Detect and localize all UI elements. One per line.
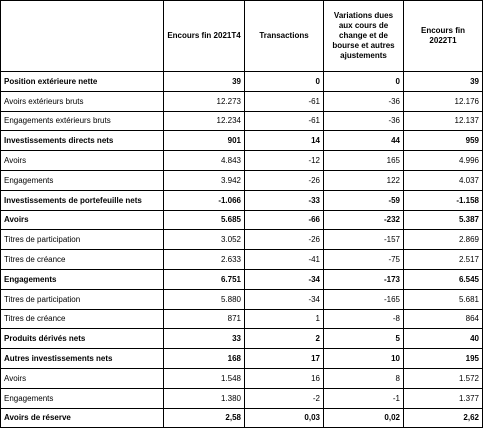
variations-cell: -59 (324, 190, 404, 210)
stock-2022t1-cell: 4.996 (404, 151, 483, 171)
stock-2022t1-cell: 959 (404, 131, 483, 151)
variations-cell: -75 (324, 250, 404, 270)
transactions-cell: -61 (245, 91, 324, 111)
variations-cell: 5 (324, 329, 404, 349)
stock-2022t1-cell: 5.387 (404, 210, 483, 230)
stock-2021t4-cell: 1.548 (164, 368, 245, 388)
variations-cell: -173 (324, 269, 404, 289)
stock-2021t4-cell: 12.234 (164, 111, 245, 131)
transactions-cell: -26 (245, 170, 324, 190)
table-row (1, 349, 483, 369)
stock-2022t1-cell: 12.176 (404, 91, 483, 111)
variations-cell: 44 (324, 131, 404, 151)
row-label: Avoirs (1, 210, 164, 230)
transactions-cell: 0,03 (245, 408, 324, 428)
stock-2022t1-cell: 2.517 (404, 250, 483, 270)
variations-cell: 122 (324, 170, 404, 190)
transactions-cell: -34 (245, 289, 324, 309)
stock-2021t4-cell: 901 (164, 131, 245, 151)
variations-cell: -165 (324, 289, 404, 309)
stock-2022t1-cell: 6.545 (404, 269, 483, 289)
row-label: Titres de participation (1, 289, 164, 309)
row-label: Engagements (1, 269, 164, 289)
transactions-cell: -2 (245, 388, 324, 408)
transactions-cell: -33 (245, 190, 324, 210)
stock-2021t4-cell: 5.685 (164, 210, 245, 230)
table-row (1, 170, 483, 190)
row-label: Avoirs de réserve (1, 408, 164, 428)
row-label: Titres de créance (1, 250, 164, 270)
table-row (1, 309, 483, 329)
transactions-cell: 14 (245, 131, 324, 151)
stock-2021t4-cell: 5.880 (164, 289, 245, 309)
header-cell-stock-2022t1: Encours fin 2022T1 (404, 1, 483, 72)
row-label: Avoirs extérieurs bruts (1, 91, 164, 111)
table-row (1, 408, 483, 428)
transactions-cell: 17 (245, 349, 324, 369)
row-label: Titres de créance (1, 309, 164, 329)
stock-2022t1-cell: 195 (404, 349, 483, 369)
row-label: Investissements de portefeuille nets (1, 190, 164, 210)
stock-2022t1-cell: 2,62 (404, 408, 483, 428)
transactions-cell: 2 (245, 329, 324, 349)
stock-2021t4-cell: 6.751 (164, 269, 245, 289)
stock-2021t4-cell: 2.633 (164, 250, 245, 270)
variations-cell: 165 (324, 151, 404, 171)
stock-2021t4-cell: 1.380 (164, 388, 245, 408)
row-label: Engagements (1, 388, 164, 408)
stock-2022t1-cell: 12.137 (404, 111, 483, 131)
header-cell-transactions: Transactions (245, 1, 324, 72)
row-label: Autres investissements nets (1, 349, 164, 369)
table-row (1, 131, 483, 151)
header-cell-stock-2021t4: Encours fin 2021T4 (164, 1, 245, 72)
row-label: Titres de participation (1, 230, 164, 250)
stock-2021t4-cell: -1.066 (164, 190, 245, 210)
variations-cell: -1 (324, 388, 404, 408)
variations-cell: -36 (324, 91, 404, 111)
transactions-cell: -26 (245, 230, 324, 250)
stock-2022t1-cell: 39 (404, 72, 483, 92)
stock-2021t4-cell: 168 (164, 349, 245, 369)
stock-2022t1-cell: 4.037 (404, 170, 483, 190)
table-row (1, 91, 483, 111)
variations-cell: 0 (324, 72, 404, 92)
stock-2022t1-cell: 5.681 (404, 289, 483, 309)
row-label: Position extérieure nette (1, 72, 164, 92)
table-row (1, 151, 483, 171)
stock-2021t4-cell: 33 (164, 329, 245, 349)
variations-cell: -157 (324, 230, 404, 250)
table-row (1, 111, 483, 131)
stock-2022t1-cell: 2.869 (404, 230, 483, 250)
transactions-cell: 16 (245, 368, 324, 388)
row-label: Produits dérivés nets (1, 329, 164, 349)
transactions-cell: -61 (245, 111, 324, 131)
table-row (1, 190, 483, 210)
stock-2022t1-cell: 40 (404, 329, 483, 349)
row-label: Avoirs (1, 151, 164, 171)
table-row (1, 230, 483, 250)
transactions-cell: -12 (245, 151, 324, 171)
variations-cell: -232 (324, 210, 404, 230)
stock-2022t1-cell: 1.377 (404, 388, 483, 408)
variations-cell: -8 (324, 309, 404, 329)
table-row (1, 329, 483, 349)
transactions-cell: 1 (245, 309, 324, 329)
transactions-cell: -34 (245, 269, 324, 289)
row-label: Engagements (1, 170, 164, 190)
stock-2021t4-cell: 39 (164, 72, 245, 92)
header-cell-label (1, 1, 164, 72)
stock-2022t1-cell: -1.158 (404, 190, 483, 210)
transactions-cell: 0 (245, 72, 324, 92)
table-row (1, 210, 483, 230)
table-row (1, 72, 483, 92)
variations-cell: 10 (324, 349, 404, 369)
stock-2021t4-cell: 3.942 (164, 170, 245, 190)
table-row (1, 289, 483, 309)
transactions-cell: -66 (245, 210, 324, 230)
stock-2021t4-cell: 2,58 (164, 408, 245, 428)
row-label: Engagements extérieurs bruts (1, 111, 164, 131)
table-row (1, 368, 483, 388)
stock-2021t4-cell: 871 (164, 309, 245, 329)
stock-2021t4-cell: 4.843 (164, 151, 245, 171)
variations-cell: -36 (324, 111, 404, 131)
variations-cell: 0,02 (324, 408, 404, 428)
stock-2021t4-cell: 3.052 (164, 230, 245, 250)
table-row (1, 250, 483, 270)
variations-cell: 8 (324, 368, 404, 388)
table-row (1, 388, 483, 408)
stock-2021t4-cell: 12.273 (164, 91, 245, 111)
stock-2022t1-cell: 864 (404, 309, 483, 329)
stock-2022t1-cell: 1.572 (404, 368, 483, 388)
row-label: Investissements directs nets (1, 131, 164, 151)
table-body (1, 72, 483, 428)
table-row (1, 269, 483, 289)
header-row (1, 1, 483, 72)
row-label: Avoirs (1, 368, 164, 388)
transactions-cell: -41 (245, 250, 324, 270)
header-cell-variations: Variations dues aux cours de change et de bourse et autres ajustements (324, 1, 404, 72)
